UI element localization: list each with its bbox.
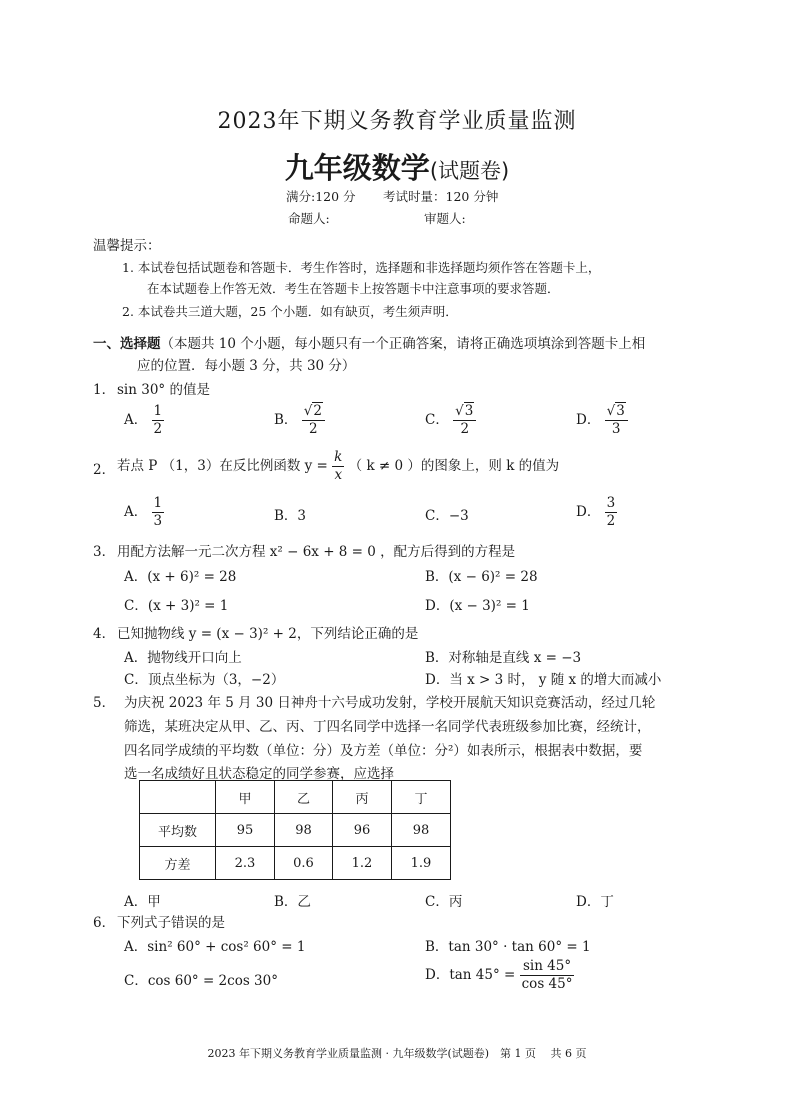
q5-option-b: B．乙	[274, 894, 311, 910]
q1-option-c: C． $\frac{√3}{2}$	[425, 403, 476, 438]
table-cell: 2.3	[216, 847, 275, 880]
q5-option-d: D．丁	[576, 894, 614, 910]
table-header-row	[140, 781, 451, 814]
q5-line-2: 筛选，某班决定从甲、乙、丙、丁四名同学中选择一名同学代表班级参加比赛，经统计，	[124, 719, 651, 735]
q6-number: 6．	[93, 915, 116, 931]
tip-line-1: 1. 本试卷包括试题卷和答题卡．考生作答时，选择题和非选择题均须作答在答题卡上，	[122, 260, 601, 275]
q1-stem: sin 30° 的值是	[117, 382, 210, 398]
table-cell: 95	[216, 814, 275, 847]
q5-line-1: 为庆祝 2023 年 5 月 30 日神舟十六号成功发射，学校开展航天知识竞赛活动，经过几轮	[124, 695, 656, 711]
q2-option-d: D． $\frac{3}{2}$	[576, 495, 616, 529]
full-score: 满分:120 分	[286, 189, 356, 204]
exam-title: 2023年下期义务教育学业质量监测	[217, 109, 577, 134]
table-cell: 98	[275, 814, 333, 847]
table-row	[140, 847, 451, 880]
tip-line-3: 2. 本试卷共三道大题，25 个小题．如有缺页，考生须声明．	[122, 304, 458, 319]
paper-type: (试题卷)	[429, 159, 510, 183]
table-header-cell: 甲	[216, 781, 275, 814]
table-cell: 0.6	[275, 847, 333, 880]
setter-label: 命题人:	[288, 211, 330, 226]
tips-heading: 温馨提示：	[93, 238, 161, 254]
table-cell: 1.9	[392, 847, 451, 880]
q5-number: 5．	[93, 695, 116, 711]
q6-stem: 下列式子错误的是	[117, 915, 225, 931]
q3-option-c: C．(x + 3)² = 1	[124, 598, 229, 614]
q1-option-d: D． $\frac{√3}{3}$	[576, 403, 628, 438]
q6-option-d: D．tan 45° = $\frac{\sin 45^\circ}{\cos 45^\circ}$	[425, 958, 573, 992]
table-cell: 方差	[140, 847, 216, 880]
q4-stem: 已知抛物线 y = (x − 3)² + 2，下列结论正确的是	[117, 626, 419, 642]
q2-option-a: A． $\frac{1}{3}$	[124, 495, 163, 529]
table-header-cell: 丙	[333, 781, 392, 814]
q4-option-c: C．顶点坐标为（3，−2）	[124, 672, 285, 688]
section1-header	[93, 332, 645, 352]
q1-number: 1．	[93, 382, 116, 398]
paper-subtitle	[0, 146, 794, 187]
table-row	[140, 814, 451, 847]
q3-option-b: B．(x − 6)² = 28	[425, 569, 538, 585]
q2-stem: 若点 P （1，3）在反比例函数 y = $\frac{k}{x}$ （ k ≠ 0 ）的图象上，则 k 的值为	[117, 449, 560, 483]
table-header-cell: 乙	[275, 781, 333, 814]
section1-desc-1: （本题共 10 个小题，每小题只有一个正确答案，请将正确选项填涂到答题卡上相	[160, 336, 646, 352]
exam-time: 考试时量：120 分钟	[383, 189, 499, 204]
q5-option-c: C．丙	[425, 894, 463, 910]
q6-option-c: C．cos 60° = 2cos 30°	[124, 973, 278, 989]
q5-option-a: A．甲	[124, 894, 161, 910]
q3-stem: 用配方法解一元二次方程 x² − 6x + 8 = 0 ，配方后得到的方程是	[117, 544, 516, 560]
q6-option-b: B．tan 30° · tan 60° = 1	[425, 939, 591, 955]
q2-option-b: B．3	[274, 508, 307, 524]
q4-option-b: B．对称轴是直线 x = −3	[425, 650, 582, 666]
subject-title: 九年级数学	[284, 151, 430, 185]
reviewer-label: 审题人:	[424, 211, 466, 226]
q4-number: 4．	[93, 626, 116, 642]
table-header-cell	[140, 781, 216, 814]
score-table	[139, 780, 451, 880]
q6-option-a: A．sin² 60° + cos² 60° = 1	[124, 939, 306, 955]
table-cell: 平均数	[140, 814, 216, 847]
q5-line-4: 选一名成绩好且状态稳定的同学参赛，应选择	[124, 766, 394, 782]
tip-line-2: 在本试题卷上作答无效．考生在答题卡上按答题卡中注意事项的要求答题．	[147, 281, 560, 296]
q4-option-a: A．抛物线开口向上	[124, 650, 242, 666]
q1-option-b: B． $\frac{√2}{2}$	[274, 403, 325, 438]
section1-desc-2: 应的位置．每小题 3 分，共 30 分）	[137, 358, 356, 374]
table-cell: 1.2	[333, 847, 392, 880]
q3-option-a: A．(x + 6)² = 28	[124, 569, 237, 585]
q5-line-3: 四名同学成绩的平均数（单位：分）及方差（单位：分²）如表所示，根据表中数据，要	[124, 743, 643, 759]
q1-option-a: A． $\frac{1}{2}$	[124, 403, 163, 437]
table-cell: 96	[333, 814, 392, 847]
q2-option-c: C．−3	[425, 508, 469, 524]
q2-number: 2．	[93, 462, 116, 478]
q3-number: 3．	[93, 544, 116, 560]
table-cell: 98	[392, 814, 451, 847]
table-header-cell: 丁	[392, 781, 451, 814]
section1-label: 一、选择题	[93, 336, 161, 352]
q4-option-d: D．当 x > 3 时， y 随 x 的增大而减小	[425, 672, 662, 688]
page-footer: 2023 年下期义务教育学业质量监测 · 九年级数学(试题卷) 第 1 页 共 6 页	[207, 1047, 587, 1060]
q3-option-d: D．(x − 3)² = 1	[425, 598, 530, 614]
